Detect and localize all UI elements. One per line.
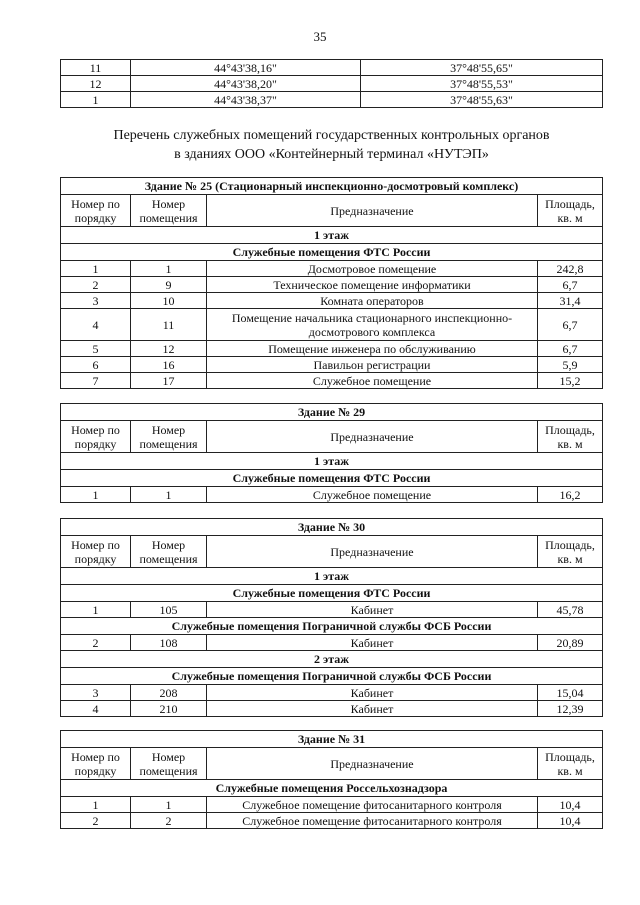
purpose: Помещение начальника стационарного инспекционно-досмотрового комплекса	[207, 309, 538, 341]
table-row	[61, 60, 603, 76]
row-num: 1	[61, 602, 131, 618]
table-row	[61, 76, 603, 92]
purpose: Служебное помещение	[207, 373, 538, 389]
purpose: Кабинет	[207, 602, 538, 618]
row-num: 3	[61, 685, 131, 701]
purpose: Служебное помещение фитосанитарного контроля	[207, 813, 538, 829]
building-title: Здание № 29	[61, 404, 603, 421]
area: 6,7	[538, 341, 603, 357]
heading-line-2: в зданиях ООО «Контейнерный терминал «НУТЭП»	[174, 147, 489, 162]
purpose: Комната операторов	[207, 293, 538, 309]
longitude: 37°48'55,63"	[361, 92, 603, 108]
room-num: 2	[131, 813, 207, 829]
section-label: Служебные помещения ФТС России	[61, 244, 603, 261]
table-row	[61, 92, 603, 108]
section-label: Служебные помещения Пограничной службы ФСБ России	[61, 668, 603, 685]
room-num: 1	[131, 261, 207, 277]
header-room: Номер помещения	[131, 748, 207, 780]
header-room: Номер помещения	[131, 421, 207, 453]
purpose: Досмотровое помещение	[207, 261, 538, 277]
area: 6,7	[538, 277, 603, 293]
area: 16,2	[538, 487, 603, 503]
section-label: Служебные помещения Россельхознадзора	[61, 780, 603, 797]
header-num: Номер по порядку	[61, 195, 131, 227]
purpose: Техническое помещение информатики	[207, 277, 538, 293]
table-row	[61, 373, 603, 389]
point-number: 1	[61, 92, 131, 108]
row-num: 3	[61, 293, 131, 309]
point-number: 11	[61, 60, 131, 76]
floor-label: 1 этаж	[61, 453, 603, 470]
header-room: Номер помещения	[131, 195, 207, 227]
latitude: 44°43'38,20"	[131, 76, 361, 92]
latitude: 44°43'38,16"	[131, 60, 361, 76]
building-title: Здание № 25 (Стационарный инспекционно-досмотровый комплекс)	[61, 178, 603, 195]
header-area: Площадь, кв. м	[538, 195, 603, 227]
row-num: 2	[61, 813, 131, 829]
area: 6,7	[538, 309, 603, 341]
row-num: 4	[61, 701, 131, 717]
table-row	[61, 293, 603, 309]
coordinates-table	[60, 59, 603, 108]
room-num: 1	[131, 797, 207, 813]
area: 20,89	[538, 635, 603, 651]
header-purpose: Предназначение	[207, 421, 538, 453]
table-row	[61, 341, 603, 357]
table-row	[61, 797, 603, 813]
row-num: 2	[61, 277, 131, 293]
room-num: 17	[131, 373, 207, 389]
purpose: Служебное помещение	[207, 487, 538, 503]
floor-label: 2 этаж	[61, 651, 603, 668]
section-label: Служебные помещения ФТС России	[61, 585, 603, 602]
header-num: Номер по порядку	[61, 536, 131, 568]
building-title: Здание № 31	[61, 731, 603, 748]
area: 5,9	[538, 357, 603, 373]
header-num: Номер по порядку	[61, 421, 131, 453]
floor-label: 1 этаж	[61, 568, 603, 585]
area: 10,4	[538, 797, 603, 813]
room-num: 10	[131, 293, 207, 309]
purpose: Павильон регистрации	[207, 357, 538, 373]
table-row	[61, 277, 603, 293]
room-num: 11	[131, 309, 207, 341]
room-num: 16	[131, 357, 207, 373]
section-label: Служебные помещения ФТС России	[61, 470, 603, 487]
area: 15,2	[538, 373, 603, 389]
area: 12,39	[538, 701, 603, 717]
purpose: Кабинет	[207, 701, 538, 717]
row-num: 5	[61, 341, 131, 357]
point-number: 12	[61, 76, 131, 92]
room-num: 9	[131, 277, 207, 293]
document-heading	[60, 126, 603, 164]
building-title: Здание № 30	[61, 519, 603, 536]
row-num: 2	[61, 635, 131, 651]
row-num: 1	[61, 487, 131, 503]
header-area: Площадь, кв. м	[538, 421, 603, 453]
table-row	[61, 813, 603, 829]
page-number: 35	[313, 29, 327, 44]
area: 31,4	[538, 293, 603, 309]
purpose: Служебное помещение фитосанитарного контроля	[207, 797, 538, 813]
header-area: Площадь, кв. м	[538, 748, 603, 780]
row-num: 4	[61, 309, 131, 341]
header-room: Номер помещения	[131, 536, 207, 568]
longitude: 37°48'55,65"	[361, 60, 603, 76]
row-num: 1	[61, 261, 131, 277]
room-num: 108	[131, 635, 207, 651]
floor-label: 1 этаж	[61, 227, 603, 244]
row-num: 6	[61, 357, 131, 373]
table-row	[61, 635, 603, 651]
row-num: 1	[61, 797, 131, 813]
room-num: 12	[131, 341, 207, 357]
purpose: Кабинет	[207, 635, 538, 651]
building-30-table	[60, 518, 603, 717]
purpose: Кабинет	[207, 685, 538, 701]
header-purpose: Предназначение	[207, 536, 538, 568]
header-num: Номер по порядку	[61, 748, 131, 780]
room-num: 105	[131, 602, 207, 618]
building-25-table	[60, 177, 603, 389]
table-row	[61, 701, 603, 717]
longitude: 37°48'55,53"	[361, 76, 603, 92]
table-row	[61, 685, 603, 701]
table-row	[61, 602, 603, 618]
latitude: 44°43'38,37"	[131, 92, 361, 108]
header-purpose: Предназначение	[207, 195, 538, 227]
table-row	[61, 487, 603, 503]
header-purpose: Предназначение	[207, 748, 538, 780]
area: 15,04	[538, 685, 603, 701]
row-num: 7	[61, 373, 131, 389]
area: 10,4	[538, 813, 603, 829]
room-num: 210	[131, 701, 207, 717]
building-31-table	[60, 730, 603, 829]
room-num: 1	[131, 487, 207, 503]
section-label: Служебные помещения Пограничной службы ФСБ России	[61, 618, 603, 635]
table-row	[61, 357, 603, 373]
table-row	[61, 309, 603, 341]
purpose: Помещение инженера по обслуживанию	[207, 341, 538, 357]
building-29-table	[60, 403, 603, 503]
heading-line-1: Перечень служебных помещений государственных контрольных органов	[113, 128, 550, 143]
room-num: 208	[131, 685, 207, 701]
area: 242,8	[538, 261, 603, 277]
area: 45,78	[538, 602, 603, 618]
table-row	[61, 261, 603, 277]
header-area: Площадь, кв. м	[538, 536, 603, 568]
